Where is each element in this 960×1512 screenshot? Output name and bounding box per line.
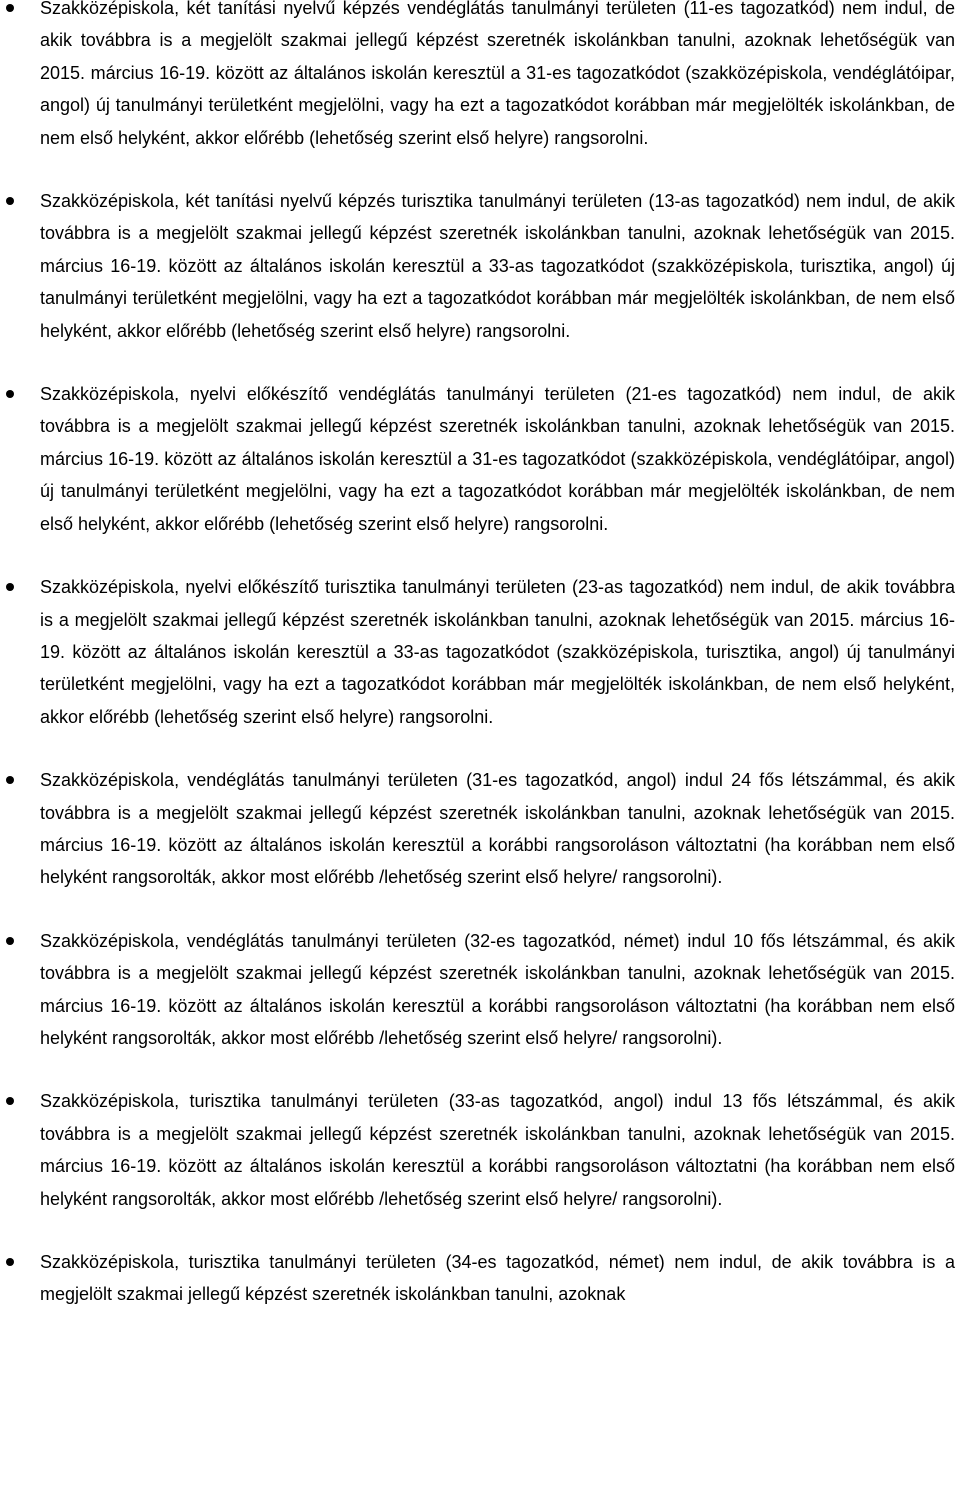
bullet-icon <box>6 583 14 591</box>
list-item <box>0 1246 960 1311</box>
bullet-icon <box>6 776 14 784</box>
bullet-icon <box>6 937 14 945</box>
paragraph-text: Szakközépiskola, nyelvi előkészítő turisztika tanulmányi területen (23-as tagozatkód) nem indul, de akik továbbra is a megjelölt szakmai jellegű képzést szeretnék iskolánkban tanulni, azoknak lehetőségük van 2015. március 16-19. között az általános iskolán keresztül a 33-as tagozatkódot (szakközépiskola, turisztika, angol) új tanulmányi területként megjelölni, vagy ha ezt a tagozatkódot korábban már megjelölték iskolánkban, de nem első helyként, akkor előrébb (lehetőség szerint első helyre) rangsorolni. <box>40 577 955 727</box>
list-item <box>0 378 960 540</box>
list-item <box>0 925 960 1055</box>
paragraph-text: Szakközépiskola, vendéglátás tanulmányi területen (32-es tagozatkód, német) indul 10 fős létszámmal, és akik továbbra is a megjelölt szakmai jellegű képzést szeretnék iskolánkban tanulni, azoknak lehetőségük van 2015. március 16-19. között az általános iskolán keresztül a korábbi rangsoroláson változtatni (ha korábban nem első helyként rangsorolták, akkor most előrébb /lehetőség szerint első helyre/ rangsorolni). <box>40 930 955 1048</box>
paragraph-text: Szakközépiskola, vendéglátás tanulmányi területen (31-es tagozatkód, angol) indul 24 fős létszámmal, és akik továbbra is a megjelölt szakmai jellegű képzést szeretnék iskolánkban tanulni, azoknak lehetőségük van 2015. március 16-19. között az általános iskolán keresztül a korábbi rangsoroláson változtatni (ha korábban nem első helyként rangsorolták, akkor most előrébb /lehetőség szerint első helyre/ rangsorolni). <box>40 770 955 888</box>
bullet-icon <box>6 197 14 205</box>
paragraph-text: Szakközépiskola, nyelvi előkészítő vendéglátás tanulmányi területen (21-es tagozatkód) nem indul, de akik továbbra is a megjelölt szakmai jellegű képzést szeretnék iskolánkban tanulni, azoknak lehetőségük van 2015. március 16-19. között az általános iskolán keresztül a 31-es tagozatkódot (szakközépiskola, vendéglátóipar, angol) új tanulmányi területként megjelölni, vagy ha ezt a tagozatkódot korábban már megjelölték iskolánkban, de nem első helyként, akkor előrébb (lehetőség szerint első helyre) rangsorolni. <box>40 384 955 534</box>
paragraph-text: Szakközépiskola, két tanítási nyelvű képzés turisztika tanulmányi területen (13-as tagozatkód) nem indul, de akik továbbra is a megjelölt szakmai jellegű képzést szeretnék iskolánkban tanulni, azoknak lehetőségük van 2015. március 16-19. között az általános iskolán keresztül a 33-as tagozatkódot (szakközépiskola, turisztika, angol) új tanulmányi területként megjelölni, vagy ha ezt a tagozatkódot korábban már megjelölték iskolánkban, de nem első helyként, akkor előrébb (lehetőség szerint első helyre) rangsorolni. <box>40 191 955 341</box>
list-item <box>0 185 960 347</box>
list-item <box>0 764 960 894</box>
list-item <box>0 1085 960 1215</box>
bullet-icon <box>6 390 14 398</box>
list-item <box>0 571 960 733</box>
list-item <box>0 0 960 154</box>
bullet-icon <box>6 1258 14 1266</box>
paragraph-text: Szakközépiskola, turisztika tanulmányi területen (34-es tagozatkód, német) nem indul, de akik továbbra is a megjelölt szakmai jellegű képzést szeretnék iskolánkban tanulni, azoknak <box>40 1252 955 1305</box>
paragraph-text: Szakközépiskola, turisztika tanulmányi területen (33-as tagozatkód, angol) indul 13 fős létszámmal, és akik továbbra is a megjelölt szakmai jellegű képzést szeretnék iskolánkban tanulni, azoknak lehetőségük van 2015. március 16-19. között az általános iskolán keresztül a korábbi rangsoroláson változtatni (ha korábban nem első helyként rangsorolták, akkor most előrébb /lehetőség szerint első helyre/ rangsorolni). <box>40 1091 955 1209</box>
paragraph-text: Szakközépiskola, két tanítási nyelvű képzés vendéglátás tanulmányi területen (11-es tagozatkód) nem indul, de akik továbbra is a megjelölt szakmai jellegű képzést szeretnék iskolánkban tanulni, azoknak lehetőségük van 2015. március 16-19. között az általános iskolán keresztül a 31-es tagozatkódot (szakközépiskola, vendéglátóipar, angol) új tanulmányi területként megjelölni, vagy ha ezt a tagozatkódot korábban már megjelölték iskolánkban, de nem első helyként, akkor előrébb (lehetőség szerint első helyre) rangsorolni. <box>40 0 955 148</box>
bullet-icon <box>6 4 14 12</box>
bullet-icon <box>6 1097 14 1105</box>
